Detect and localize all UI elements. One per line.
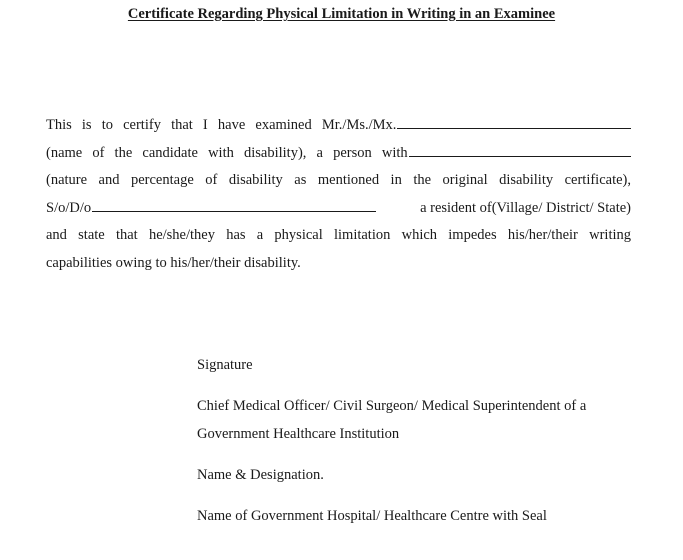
body-line-2	[46, 140, 631, 168]
disability-nature-blank[interactable]	[409, 142, 631, 157]
body-line-5	[46, 222, 631, 250]
body-line-3	[46, 167, 631, 195]
body-line-1-text: This is to certify that I have examined Mr./Ms./Mx.	[46, 117, 397, 133]
officer-line-2: Government Healthcare Institution	[197, 425, 400, 442]
signature-block	[197, 352, 253, 380]
name-designation-label: Name & Designation.	[197, 467, 324, 483]
name-designation-block	[197, 462, 324, 490]
body-line-4-prefix: S/o/D/o	[46, 199, 92, 216]
body-line-4	[46, 195, 631, 223]
officer-line-1: Chief Medical Officer/ Civil Surgeon/ Medical Superintendent of a	[197, 398, 587, 414]
hospital-label: Name of Government Hospital/ Healthcare Centre with Seal	[197, 508, 547, 524]
body-line-2-text: (name of the candidate with disability), a person with	[46, 144, 408, 161]
officer-designation-block	[197, 393, 586, 448]
candidate-name-blank[interactable]	[397, 114, 631, 129]
hospital-block	[197, 503, 547, 531]
parent-name-blank[interactable]	[92, 197, 376, 212]
body-line-3-text: (nature and percentage of disability as mentioned in the original disability certificate),	[46, 172, 631, 188]
body-line-4-suffix: a resident of(Village/ District/ State)	[420, 199, 631, 216]
body-line-5-text: and state that he/she/they has a physical limitation which impedes his/her/their writing	[46, 227, 631, 243]
body-line-1	[46, 112, 631, 140]
signature-label: Signature	[197, 357, 253, 373]
certificate-title: Certificate Regarding Physical Limitation in Writing in an Examinee	[127, 6, 556, 22]
certificate-body	[46, 112, 631, 277]
body-line-6	[46, 250, 631, 278]
body-line-6-text: capabilities owing to his/her/their disability.	[46, 254, 301, 271]
